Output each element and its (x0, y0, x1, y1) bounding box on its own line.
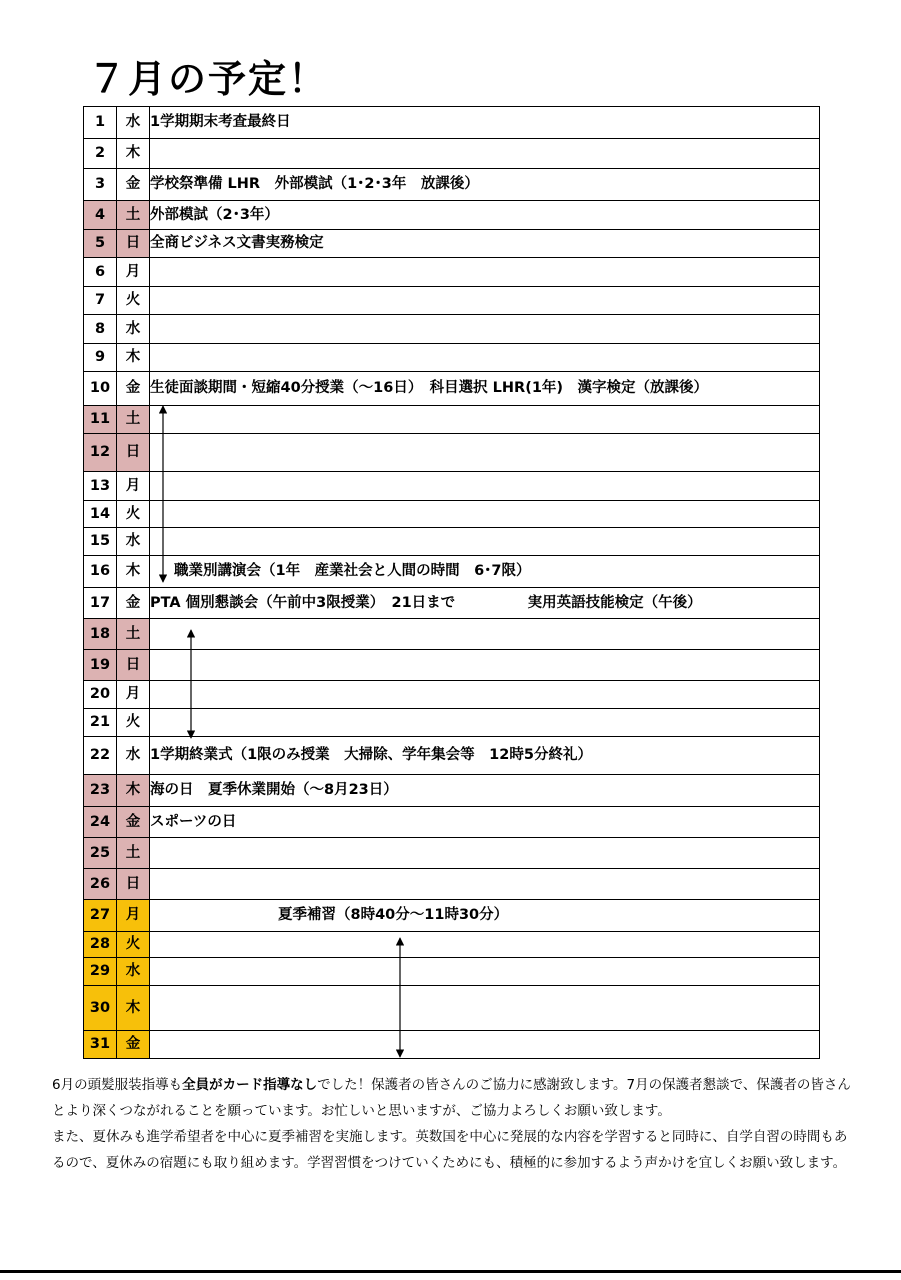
day-number: 3 (84, 169, 117, 201)
day-number: 7 (84, 287, 117, 315)
day-of-week: 土 (117, 406, 150, 434)
table-row (84, 737, 820, 775)
day-of-week: 木 (117, 986, 150, 1031)
day-of-week: 月 (117, 472, 150, 501)
notes-section (52, 1072, 852, 1176)
day-of-week: 火 (117, 501, 150, 528)
day-number: 25 (84, 838, 117, 869)
table-row (84, 681, 820, 709)
event-cell (150, 406, 820, 434)
table-row (84, 958, 820, 986)
day-number: 19 (84, 650, 117, 681)
day-of-week: 月 (117, 681, 150, 709)
day-number: 10 (84, 372, 117, 406)
table-row (84, 807, 820, 838)
event-cell (150, 869, 820, 900)
event-cell (150, 986, 820, 1031)
table-row (84, 556, 820, 588)
event-cell (150, 709, 820, 737)
day-of-week: 火 (117, 287, 150, 315)
day-of-week: 水 (117, 737, 150, 775)
event-cell: スポーツの日 (150, 807, 820, 838)
day-of-week: 火 (117, 709, 150, 737)
table-row (84, 528, 820, 556)
note-emphasis: 全員がカード指導なし (182, 1077, 318, 1093)
day-of-week: 日 (117, 869, 150, 900)
table-row (84, 932, 820, 958)
table-row (84, 588, 820, 619)
day-number: 20 (84, 681, 117, 709)
event-cell (150, 528, 820, 556)
day-number: 4 (84, 201, 117, 230)
day-number: 5 (84, 230, 117, 258)
day-of-week: 日 (117, 434, 150, 472)
day-of-week: 金 (117, 588, 150, 619)
day-of-week: 木 (117, 139, 150, 169)
day-of-week: 土 (117, 201, 150, 230)
day-of-week: 金 (117, 169, 150, 201)
day-of-week: 土 (117, 619, 150, 650)
day-of-week: 金 (117, 1031, 150, 1059)
day-of-week: 水 (117, 107, 150, 139)
day-number: 11 (84, 406, 117, 434)
day-of-week: 月 (117, 258, 150, 287)
day-number: 9 (84, 344, 117, 372)
table-row (84, 169, 820, 201)
day-of-week: 木 (117, 556, 150, 588)
table-row (84, 472, 820, 501)
event-cell (150, 958, 820, 986)
event-cell (150, 472, 820, 501)
day-of-week: 水 (117, 958, 150, 986)
day-number: 14 (84, 501, 117, 528)
table-row (84, 1031, 820, 1059)
event-cell: 全商ビジネス文書実務検定 (150, 230, 820, 258)
event-cell: 職業別講演会（1年 産業社会と人間の時間 6･7限） (150, 556, 820, 588)
day-of-week: 火 (117, 932, 150, 958)
note-paragraph-2: また、夏休みも進学希望者を中心に夏季補習を実施します。英数国を中心に発展的な内容を学習すると同時に、自学自習の時間もあるので、夏休みの宿題にも取り組めます。学習習慣をつけていくためにも、積極的に参加するよう声かけを宜しくお願い致します。 (52, 1129, 848, 1171)
day-number: 18 (84, 619, 117, 650)
event-cell (150, 258, 820, 287)
table-row (84, 650, 820, 681)
event-cell (150, 932, 820, 958)
day-number: 8 (84, 315, 117, 344)
event-cell (150, 315, 820, 344)
day-of-week: 日 (117, 650, 150, 681)
table-row (84, 619, 820, 650)
day-of-week: 水 (117, 315, 150, 344)
day-number: 29 (84, 958, 117, 986)
day-number: 17 (84, 588, 117, 619)
schedule-table (83, 106, 820, 1059)
event-cell (150, 619, 820, 650)
table-row (84, 838, 820, 869)
event-cell (150, 838, 820, 869)
day-of-week: 土 (117, 838, 150, 869)
note-paragraph-1: 6月の頭髪服装指導も全員がカード指導なしでした！保護者の皆さんのご協力に感謝致します。7月の保護者懇談で、保護者の皆さんとより深くつながれることを願っています。お忙しいと思いますが、ご協力よろしくお願い致します。 (52, 1077, 851, 1119)
event-cell: 外部模試（2･3年） (150, 201, 820, 230)
table-row (84, 139, 820, 169)
day-number: 28 (84, 932, 117, 958)
day-number: 13 (84, 472, 117, 501)
day-of-week: 木 (117, 344, 150, 372)
day-of-week: 木 (117, 775, 150, 807)
table-row (84, 406, 820, 434)
event-cell (150, 681, 820, 709)
day-number: 31 (84, 1031, 117, 1059)
table-row (84, 230, 820, 258)
day-of-week: 金 (117, 372, 150, 406)
day-number: 15 (84, 528, 117, 556)
day-of-week: 月 (117, 900, 150, 932)
day-number: 27 (84, 900, 117, 932)
event-cell (150, 287, 820, 315)
day-number: 22 (84, 737, 117, 775)
event-cell (150, 344, 820, 372)
day-number: 1 (84, 107, 117, 139)
table-row (84, 372, 820, 406)
day-number: 2 (84, 139, 117, 169)
event-cell: 夏季補習（8時40分～11時30分） (150, 900, 820, 932)
event-cell (150, 139, 820, 169)
bottom-rule (0, 1270, 901, 1273)
event-cell: 1学期終業式（1限のみ授業 大掃除、学年集会等 12時5分終礼） (150, 737, 820, 775)
event-cell (150, 434, 820, 472)
table-row (84, 709, 820, 737)
day-number: 21 (84, 709, 117, 737)
day-number: 12 (84, 434, 117, 472)
table-row (84, 986, 820, 1031)
event-cell: PTA 個別懇談会（午前中3限授業） 21日まで 実用英語技能検定（午後） (150, 588, 820, 619)
table-row (84, 258, 820, 287)
day-number: 6 (84, 258, 117, 287)
table-row (84, 434, 820, 472)
table-row (84, 344, 820, 372)
event-cell (150, 650, 820, 681)
table-row (84, 287, 820, 315)
table-row (84, 775, 820, 807)
day-of-week: 金 (117, 807, 150, 838)
page-title: ７月の予定！ (88, 57, 329, 101)
table-row (84, 900, 820, 932)
table-row (84, 501, 820, 528)
table-row (84, 107, 820, 139)
event-cell (150, 1031, 820, 1059)
day-number: 30 (84, 986, 117, 1031)
day-number: 16 (84, 556, 117, 588)
event-cell: 海の日 夏季休業開始（～8月23日） (150, 775, 820, 807)
day-number: 24 (84, 807, 117, 838)
day-number: 26 (84, 869, 117, 900)
day-of-week: 水 (117, 528, 150, 556)
event-cell: 生徒面談期間・短縮40分授業（～16日） 科目選択 LHR(1年) 漢字検定（放課後） (150, 372, 820, 406)
table-row (84, 315, 820, 344)
table-row (84, 869, 820, 900)
day-of-week: 日 (117, 230, 150, 258)
day-number: 23 (84, 775, 117, 807)
event-cell: 1学期期末考査最終日 (150, 107, 820, 139)
table-row (84, 201, 820, 230)
event-cell (150, 501, 820, 528)
event-cell: 学校祭準備 LHR 外部模試（1･2･3年 放課後） (150, 169, 820, 201)
